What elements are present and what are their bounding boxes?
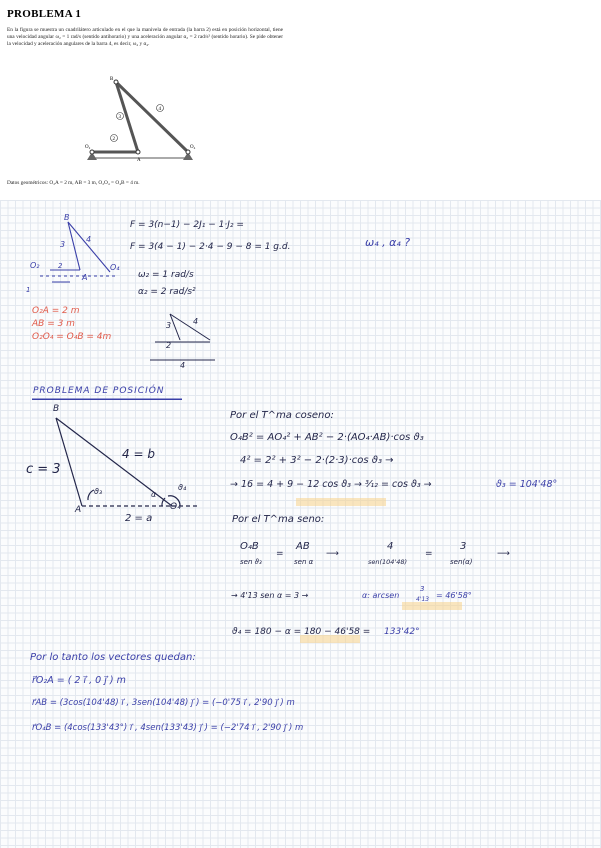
sine-frac3-den: sen(104'48): [368, 558, 408, 566]
cosine-line-2: 4² = 2² + 3² − 2·(2·3)·cos ϑ₃ →: [240, 455, 394, 466]
fig-label-o4: O₄: [190, 145, 196, 150]
tri-label-c: c = 3: [26, 462, 61, 477]
data-ab: AB = 3 m: [32, 319, 75, 329]
four-bar-figure: [0, 0, 290, 200]
sine-frac4-den: sen(α): [450, 558, 473, 566]
sine-line-2: → 4'13 sen α = 3 →: [231, 591, 309, 600]
fig-label-b: B: [110, 77, 114, 82]
section-title-underline: [32, 399, 182, 400]
printed-problem: [0, 0, 290, 200]
alpha2-value: α₂ = 2 rad/s²: [138, 287, 196, 297]
sketch-label-o4: O₄: [110, 263, 120, 272]
tri-small-base: 4: [180, 361, 186, 370]
sine-frac3-num: 4: [387, 541, 394, 552]
tri-label-b: B: [53, 404, 60, 414]
alpha-result: = 46'58°: [436, 591, 472, 600]
theta4-result: 133'42°: [384, 627, 420, 637]
tri-small-2: 2: [166, 341, 172, 350]
sine-frac4-num: 3: [460, 541, 467, 552]
tri-label-t3: ϑ₃: [94, 487, 103, 496]
tri-small-3: 3: [166, 321, 172, 330]
fig-label-bar2: 2: [112, 137, 115, 142]
sine-heading: Por el T^ma seno:: [232, 514, 325, 525]
tri-label-o4: O₄: [170, 502, 181, 512]
sketch-label-o2: O₂: [30, 261, 40, 270]
tri-small-4: 4: [193, 317, 199, 326]
tri-label-side-a: 2 = a: [125, 513, 153, 524]
theta3-result: ϑ₃ = 104'48°: [496, 479, 558, 490]
vector-o2a: r⃗O₂A = ( 2 i⃗ , 0 j⃗ ) m: [32, 675, 126, 686]
sine-frac1-num: O₄B: [240, 541, 259, 552]
tri-label-t4: ϑ₄: [178, 483, 187, 492]
vector-ab: r⃗AB = (3cos(104'48) i⃗ , 3sen(104'48) j⃗ ) = (−0'75 i⃗ , 2'90 j⃗ ) m: [32, 698, 295, 708]
theta3-highlight: [296, 498, 386, 506]
sketch-label-2: 2: [58, 262, 63, 270]
fig-label-bar3: 3: [118, 115, 121, 120]
mobility-line-1: F = 3(n−1) − 2J₁ − 1·J₂ =: [130, 220, 244, 230]
data-o2o4: O₂O₄ = O₄B = 4m: [32, 332, 112, 342]
data-o2a: O₂A = 2 m: [32, 306, 80, 316]
cosine-line-3: → 16 = 4 + 9 − 12 cos ϑ₃ → ³⁄₁₂ = cos ϑ₃ →: [230, 479, 432, 490]
theta4-line: ϑ₄ = 180 − α = 180 − 46'58 =: [232, 627, 371, 637]
fig-label-a: A: [137, 158, 141, 163]
sine-frac1-den: sen ϑ₃: [240, 558, 262, 566]
section-title: PROBLEMA DE POSICIÓN: [33, 386, 165, 396]
sketch-label-a: A: [82, 273, 88, 282]
fig-label-bar4: 4: [158, 107, 161, 112]
sine-frac2-num: AB: [296, 541, 310, 552]
arcsen-den: 4'13: [416, 596, 430, 603]
arcsen-num: 3: [420, 585, 425, 593]
problem-statement: En la figura se muestra un cuadrilátero articulado en el que la manivela de entrada (la barra 2) está en posición horizontal, tiene una velocidad angular ω₂ = 1 rad/s (sentido antihorario) y una aceleración angular α₂ = 2 rad/s² (sentido horario). Se pide obtener la velocidad y aceleración angulares de la barra 4, es decir, ω₄ y α₄.: [7, 27, 283, 48]
alpha-highlight: [402, 602, 462, 610]
vector-o4b: r⃗O₄B = (4cos(133'43°) i⃗ , 4sen(133'43) j⃗ ) = (−2'74 i⃗ , 2'90 j⃗ ) m: [32, 723, 304, 733]
mobility-line-2: F = 3(4 − 1) − 2·4 − 9 − 8 = 1 g.d.: [130, 242, 291, 252]
problem-title: PROBLEMA 1: [7, 8, 82, 20]
arcsen-label: α: arcsen: [362, 591, 400, 600]
unknowns: ω₄ , α₄ ?: [365, 236, 411, 249]
sine-frac2-den: sen α: [294, 558, 314, 566]
sketch-label-b: B: [64, 213, 70, 222]
cosine-heading: Por el T^ma coseno:: [230, 410, 334, 421]
cosine-line-1: O₄B² = AO₄² + AB² − 2·(AO₄·AB)·cos ϑ₃: [230, 432, 424, 443]
vectors-heading: Por lo tanto los vectores quedan:: [30, 652, 196, 663]
geometry-data: Datos geométricos: O₂A = 2 m, AB = 3 m, O₂O₄ = O₄B = 4 m.: [7, 180, 140, 186]
tri-label-side-b: 4 = b: [122, 447, 155, 461]
tri-label-a: A: [75, 505, 82, 515]
sketch-label-3: 3: [60, 240, 66, 249]
fig-label-o2: O₂: [85, 145, 91, 150]
sketch-label-4: 4: [86, 235, 92, 244]
tri-label-alpha: α: [151, 490, 157, 499]
sketch-label-1: 1: [26, 286, 31, 294]
omega2-value: ω₂ = 1 rad/s: [138, 270, 194, 280]
